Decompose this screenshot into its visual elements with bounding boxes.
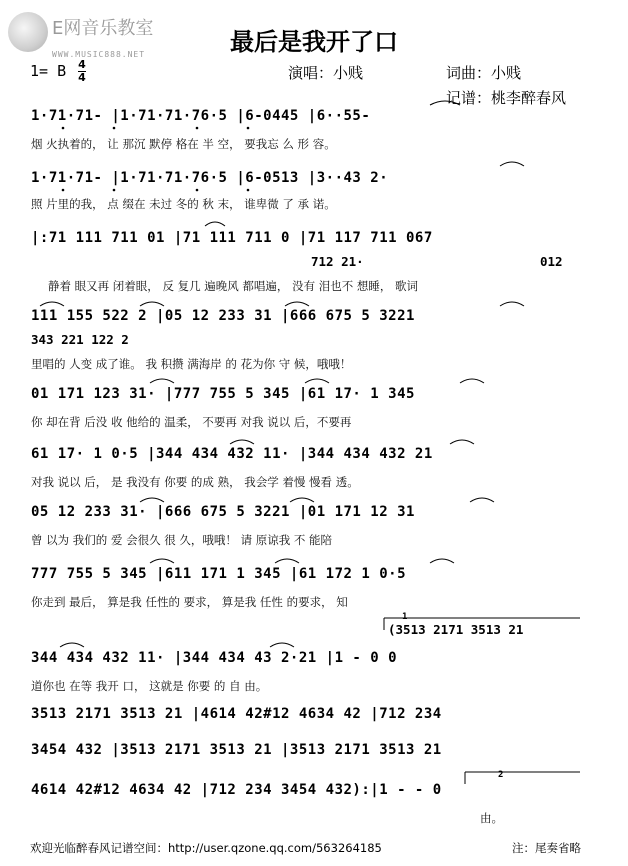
time-signature-top: 4	[78, 58, 86, 71]
score-row-9-notes: 344 434 432 11· |344 434 43 2·21 |1 - 0 0	[31, 650, 398, 666]
score-row-1-lyrics: 烟 火执着的， 让 那沉 默停 格在 半 空， 要我忘 么 形 容。	[31, 137, 336, 151]
composer: 词曲：小贱	[446, 64, 522, 82]
score-row-2-lyrics: 照 片里的我， 点 缀在 未过 冬的 秋 末， 谁卑微 了 承 诺。	[31, 197, 336, 211]
score-row-6-lyrics: 对我 说以 后， 是 我没有 你要 的成 熟， 我会学 着慢 慢看 透。	[31, 475, 359, 489]
score-row-12-notes: 4614 42#12 4634 42 |712 234 3454 432):|1 - - 0	[31, 782, 442, 798]
score-row-4-lyrics: 里唱的 人变 成了谁。 我 积攒 满海岸 的 花为你 守 候，哦哦！	[31, 357, 352, 371]
score-row-9-lyrics: 道你也 在等 我开 口， 这就是 你要 的 自 由。	[31, 679, 268, 693]
volta-bracket-notes: (3513 2171 3513 21	[388, 622, 524, 637]
score-row-7-notes: 05 12 233 31· |666 675 5 3221 |01 171 12 31	[31, 504, 415, 520]
score-row-5-notes: 01 171 123 31· |777 755 5 345 |61 17· 1 345	[31, 386, 415, 402]
time-signature-bottom: 4	[78, 71, 86, 84]
score-row-8-notes: 777 755 5 345 |611 171 1 345 |61 172 1 0·5	[31, 566, 407, 582]
score-row-3-lyrics: 静着 眼又再 闭着眼， 反 复几 遍晚风 都唱遍， 没有 泪也不 想睡， 歌词	[48, 279, 419, 293]
score-row-12-lyrics: 由。	[480, 811, 503, 825]
slur-marks	[40, 101, 524, 647]
score-row-4-subnotes: 343 221 122 2	[31, 332, 129, 347]
octave-dots	[62, 127, 250, 192]
transcriber: 记谱：桃李醉春风	[446, 89, 567, 107]
singer: 演唱：小贱	[288, 64, 364, 82]
volta-1-label: 1	[402, 612, 408, 622]
score-row-6-notes: 61 17· 1 0·5 |344 434 432 11· |344 434 432 21	[31, 446, 433, 462]
volta-2-label: 2	[498, 770, 504, 780]
score-row-1-notes: 1·71·71- |1·71·71·76·5 |6-0445 |6··55-	[31, 108, 371, 124]
song-title: 最后是我开了口	[230, 27, 398, 56]
score-row-3-subnotes-b: 012	[540, 254, 563, 269]
logo-text: E网音乐教室	[52, 18, 154, 39]
score-row-4-notes: 111 155 522 2 |05 12 233 31 |666 675 5 3221	[31, 308, 415, 324]
footer-link[interactable]: 欢迎光临醉春风记谱空间：http://user.qzone.qq.com/563264185	[30, 841, 382, 855]
score-row-10-notes: 3513 2171 3513 21 |4614 42#12 4634 42 |712 234	[31, 706, 442, 722]
score-row-3-subnotes-a: 712 21·	[311, 254, 364, 269]
logo-url: WWW.MUSIC888.NET	[52, 50, 146, 59]
score-row-5-lyrics: 你 却在背 后没 收 他给的 温柔， 不要再 对我 说以 后，不要再	[31, 415, 352, 429]
score-row-8-lyrics: 你走到 最后， 算是我 任性的 要求， 算是我 任性 的要求， 知	[31, 595, 348, 609]
key-signature: 1= B	[30, 62, 67, 80]
footer-note: 注：尾奏省略	[512, 841, 581, 855]
score-row-11-notes: 3454 432 |3513 2171 3513 21 |3513 2171 3513 21	[31, 742, 442, 758]
volta-lines	[384, 618, 580, 784]
score-row-3-notes: |:71 111 711 01 |71 111 711 0 |71 117 711 067	[31, 230, 433, 246]
score-row-7-lyrics: 曾 以为 我们的 爱 会很久 很 久，哦哦！ 请 原谅我 不 能陪	[31, 533, 333, 547]
score-row-2-notes: 1·71·71- |1·71·71·76·5 |6-0513 |3··43 2·	[31, 170, 389, 186]
